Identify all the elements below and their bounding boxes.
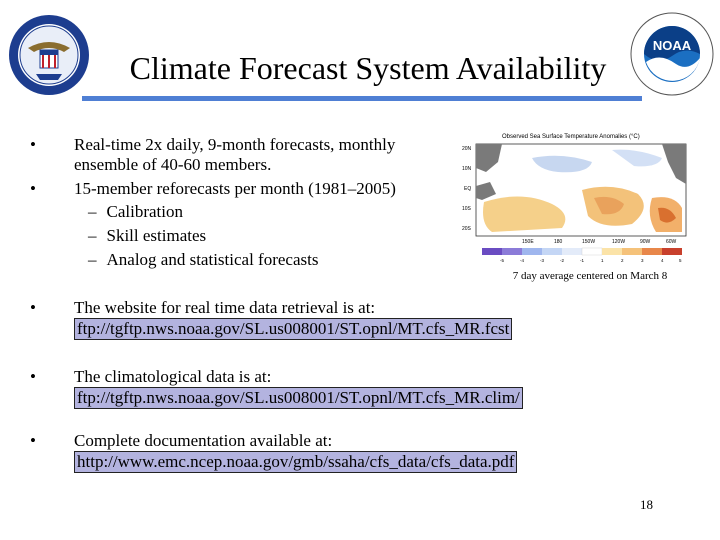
colorbar-label: -5: [500, 258, 505, 263]
map-caption: 7 day average centered on March 8: [512, 270, 668, 282]
climatology-url-link[interactable]: ftp://tgftp.nws.noaa.gov/SL.us008001/ST.opnl/MT.cfs_MR.clim/: [74, 387, 523, 409]
bullet-realtime-text: The website for real time data retrieval is at:: [74, 298, 376, 317]
lat-label-20s: 20S: [462, 226, 471, 232]
lat-label-10n: 10N: [462, 166, 472, 172]
colorbar-label: -4: [520, 258, 525, 263]
colorbar-label: 1: [601, 258, 604, 263]
bullet-documentation-text: Complete documentation available at:: [74, 431, 333, 450]
lat-label-20n: 20N: [462, 146, 472, 152]
sst-anomaly-map: [462, 128, 690, 268]
colorbar-label: -3: [540, 258, 545, 263]
realtime-url-link[interactable]: ftp://tgftp.nws.noaa.gov/SL.us008001/ST.opnl/MT.cfs_MR.fcst: [74, 318, 512, 340]
sub-bullet-analog: – Analog and statistical forecasts: [88, 250, 319, 269]
lon-label-90w: 90W: [640, 239, 651, 245]
page-number: 18: [640, 497, 653, 512]
documentation-url-link[interactable]: http://www.emc.ncep.noaa.gov/gmb/ssaha/cfs_data/cfs_data.pdf: [74, 451, 517, 473]
bullet-reforecasts-text: 15-member reforecasts per month (1981–2005): [74, 179, 396, 198]
colorbar-label: 4: [661, 258, 664, 263]
colorbar-label: -2: [560, 258, 565, 263]
lat-label-10s: 10S: [462, 206, 471, 212]
sub-bullet-calibration: – Calibration: [88, 202, 183, 221]
lon-label-60w: 60W: [666, 239, 677, 245]
bullet-forecasts-line1: Real-time 2x daily, 9-month forecasts, monthly: [74, 135, 396, 154]
commerce-seal-logo: [8, 14, 90, 96]
bullet-reforecasts: • 15-member reforecasts per month (1981–2005): [30, 179, 396, 198]
lon-label-150e: 150E: [522, 239, 534, 245]
bullet-climatology-text: The climatological data is at:: [74, 367, 272, 386]
map-title: Observed Sea Surface Temperature Anomalies (°C): [502, 134, 640, 140]
sub-bullet-skill: – Skill estimates: [88, 226, 207, 245]
title-underline: [82, 96, 642, 101]
lon-label-150w: 150W: [582, 239, 596, 245]
bullet-documentation: • Complete documentation available at:: [30, 431, 333, 450]
bullet-forecasts: • Real-time 2x daily, 9-month forecasts, monthly ensemble of 40-60 members.: [30, 135, 396, 174]
colorbar-label: -1: [580, 258, 585, 263]
lon-label-120w: 120W: [612, 239, 626, 245]
colorbar-label: 2: [621, 258, 624, 263]
colorbar-label: 5: [679, 258, 682, 263]
lon-label-180: 180: [554, 239, 563, 245]
svg-text:NOAA: NOAA: [652, 38, 692, 53]
page-title: Climate Forecast System Availability: [129, 50, 607, 86]
colorbar: [482, 248, 682, 255]
bullet-forecasts-line2: ensemble of 40-60 members.: [74, 155, 272, 174]
colorbar-label: 3: [641, 258, 644, 263]
bullet-realtime: • The website for real time data retrieval is at:: [30, 298, 376, 317]
lat-label-eq: EQ: [464, 186, 472, 192]
bullet-climatology: • The climatological data is at:: [30, 367, 272, 386]
